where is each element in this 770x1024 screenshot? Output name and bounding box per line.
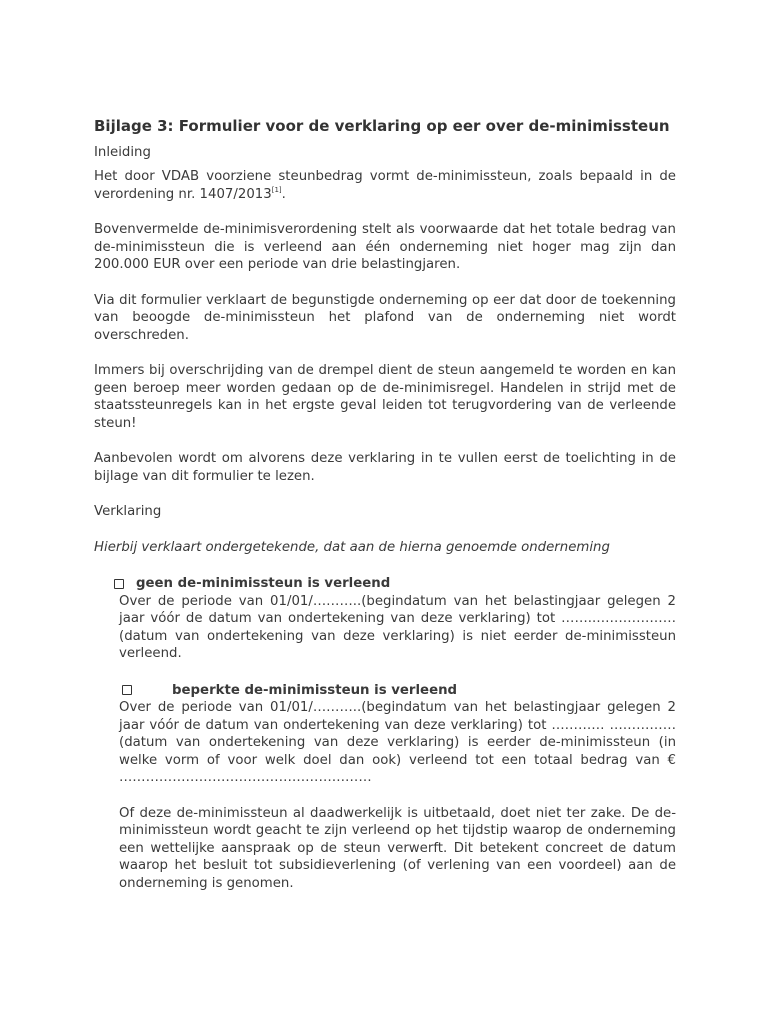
option-no-deminimis-body: Over de periode van 01/01/………..(begindatum van het belastingjaar gelegen 2 jaar vóór de datum van ondertekening van deze verklaring) tot ……..……………… (datum van ondertekening van deze verklaring) is niet eerder de-minimissteun verleend. bbox=[119, 593, 676, 661]
intro-heading: Inleiding bbox=[94, 144, 151, 160]
document-title: Bijlage 3: Formulier voor de verklaring op eer over de-minimissteun bbox=[94, 117, 670, 135]
intro-paragraph-4: Immers bij overschrijding van de drempel dient de steun aangemeld te worden en kan geen beroep meer worden gedaan op de de-minimisregel. Handelen in strijd met de staatssteunregels kan in het ergste geval leiden tot terugvordering van de verleende steun! bbox=[94, 363, 676, 431]
intro-paragraph-1-text: Het door VDAB voorziene steunbedrag vormt de-minimissteun, zoals bepaald in de verordening nr. 1407/2013 bbox=[94, 169, 676, 202]
option-limited-deminimis bbox=[94, 682, 676, 787]
declaration-heading: Verklaring bbox=[94, 504, 162, 519]
intro-paragraph-1-end: . bbox=[281, 186, 286, 202]
option-no-deminimis-header bbox=[94, 575, 676, 593]
footnote-link[interactable]: [1] bbox=[271, 185, 282, 194]
intro-paragraph-3: Via dit formulier verklaart de begunstigde onderneming op eer dat door de toekenning van beoogde de-minimissteun het plafond van de onderneming niet wordt overschreden. bbox=[94, 292, 676, 343]
intro-paragraph-5: Aanbevolen wordt om alvorens deze verklaring in te vullen eerst de toelichting in de bijlage van dit formulier te lezen. bbox=[94, 451, 676, 484]
intro-paragraph-2: Bovenvermelde de-minimisverordening stelt als voorwaarde dat het totale bedrag van de-minimissteun die is verleend aan één onderneming niet hoger mag zijn dan 200.000 EUR over een periode van drie belastingjaren. bbox=[94, 222, 676, 272]
intro-paragraph-1 bbox=[94, 168, 676, 203]
checkbox-limited-deminimis[interactable] bbox=[122, 685, 132, 695]
closing-paragraph: Of deze de-minimissteun al daadwerkelijk is uitbetaald, doet niet ter zake. De de-minimissteun wordt geacht te zijn verleend op het tijdstip waarop de onderneming een wettelijke aanspraak op de steun verwerft. Dit betekent concreet de datum waarop het besluit tot subsidieverlening (of verlening van een voordeel) aan de onderneming is genomen. bbox=[119, 805, 676, 891]
checkbox-no-deminimis[interactable] bbox=[114, 579, 124, 589]
option-limited-deminimis-body: Over de periode van 01/01/………..(begindatum van het belastingjaar gelegen 2 jaar vóór de datum van ondertekening van deze verklaring) tot ………… …………… (datum van ondertekening van deze verklaring) is eerder de-minimissteun (in welke vorm of voor welk doel dan ook) verleend tot een totaal bedrag van € ………………………………………………… bbox=[119, 700, 676, 785]
option-no-deminimis bbox=[94, 575, 676, 663]
option-limited-deminimis-label: beperkte de-minimissteun is verleend bbox=[172, 682, 458, 698]
declaration-intro: Hierbij verklaart ondergetekende, dat aan de hierna genoemde onderneming bbox=[94, 539, 610, 555]
option-limited-deminimis-header bbox=[94, 682, 676, 700]
option-no-deminimis-label: geen de-minimissteun is verleend bbox=[136, 576, 391, 591]
document-content bbox=[94, 117, 676, 892]
